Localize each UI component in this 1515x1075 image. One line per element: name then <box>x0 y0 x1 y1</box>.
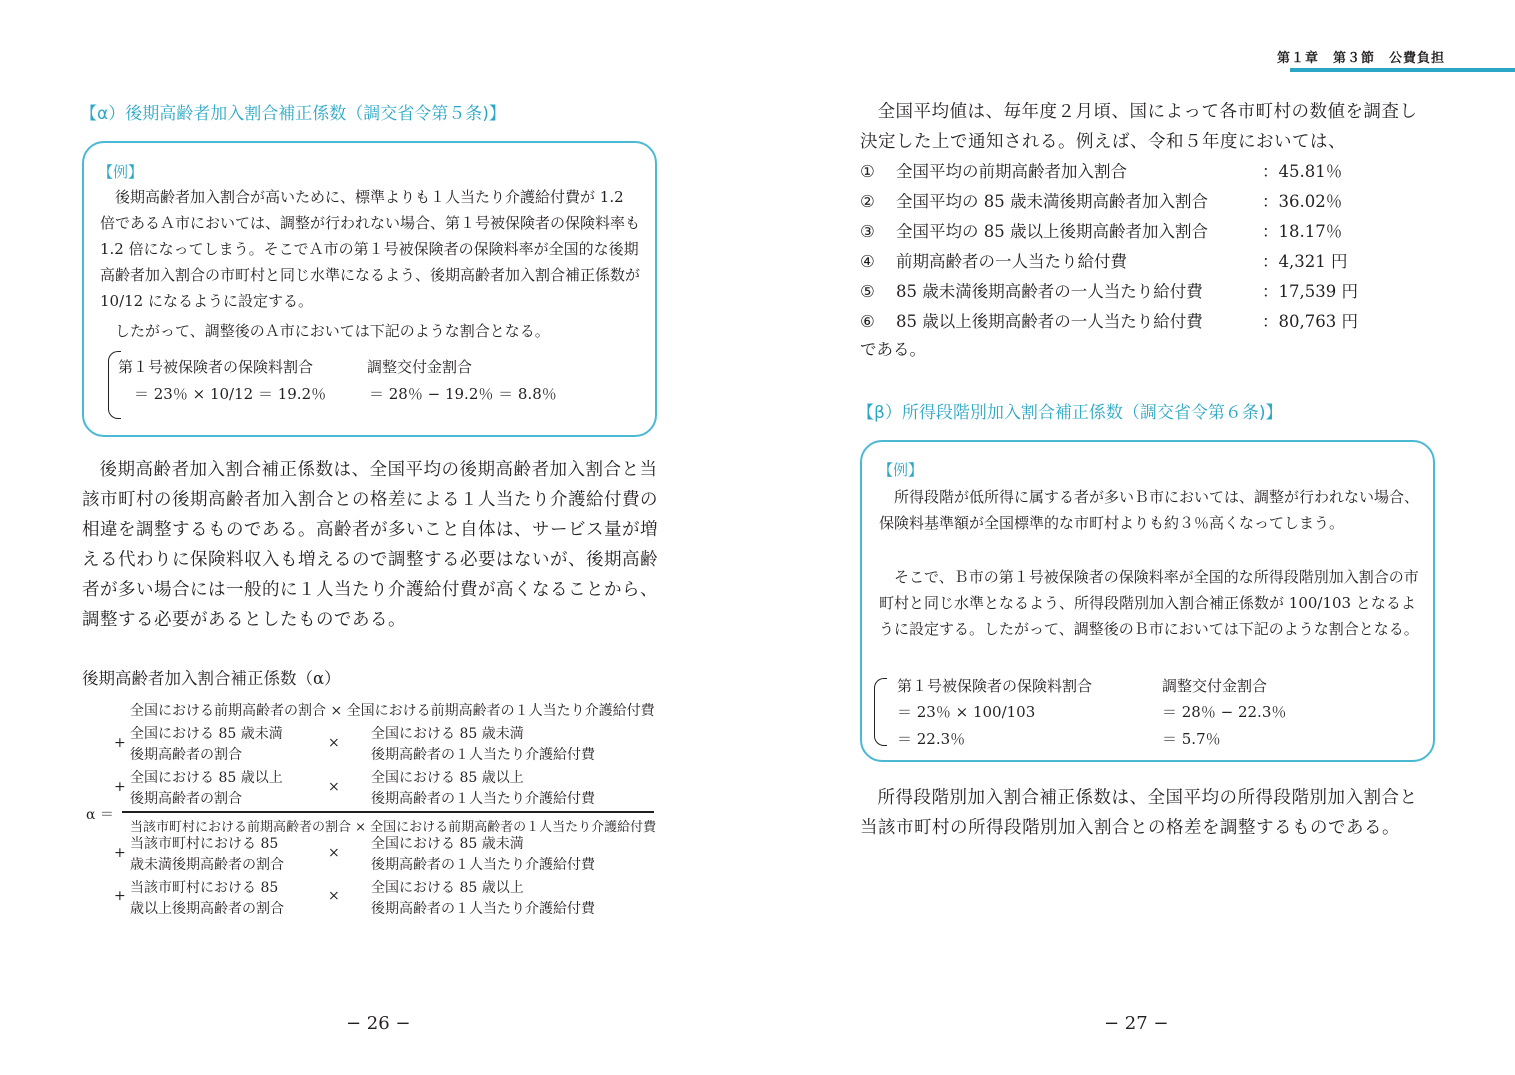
left-example-col1-label: 第１号被保険者の保険料割合 <box>118 358 314 376</box>
numerator-term3-cost-line2: 後期高齢者の１人当たり介護給付費 <box>371 791 595 807</box>
denominator-term2-ratio-line2: 歳未満後期高齢者の割合 <box>130 857 284 873</box>
list-item-num: ② <box>860 192 875 211</box>
right-example-para1: 所得段階が低所得に属する者が多いＢ市においては、調整が行われない場合、保険料基準額が全国標準的な市町村よりも約３％高くなってしまう。 <box>879 488 1420 532</box>
list-item-value: ：18.17％ <box>1262 222 1343 241</box>
list-item-label: 85 歳以上後期高齢者の一人当たり給付費 <box>896 312 1203 331</box>
denominator-term2-cost-line2: 後期高齢者の１人当たり介護給付費 <box>371 857 595 873</box>
denominator-term3-cost-line1: 全国における 85 歳以上 <box>371 880 524 896</box>
left-example-col2-value: ＝ 28％ − 19.2％ ＝ 8.8％ <box>369 385 557 403</box>
denominator-times-2: × <box>328 888 340 904</box>
denominator-plus-2: + <box>114 888 126 904</box>
list-item-value: ：36.02％ <box>1262 192 1343 211</box>
list-item-value: ：17,539 円 <box>1262 282 1358 301</box>
numerator-times-2: × <box>328 779 340 795</box>
numerator-term2-ratio-line1: 全国における 85 歳未満 <box>130 726 283 742</box>
right-example-label: 【例】 <box>878 461 924 479</box>
right-section-heading: 【β）所得段階別加入割合補正係数（調交省令第６条)】 <box>857 403 1283 423</box>
left-section-heading: 【α）後期高齢者加入割合補正係数（調交省令第５条)】 <box>80 104 506 124</box>
list-item-label: 85 歳未満後期高齢者の一人当たり給付費 <box>896 282 1203 301</box>
numerator-term3-cost-line1: 全国における 85 歳以上 <box>371 770 524 786</box>
denominator-term2-ratio-line1: 当該市町村における 85 <box>130 836 279 852</box>
list-item-num: ③ <box>860 222 875 241</box>
denominator-term2-cost-line1: 全国における 85 歳未満 <box>371 836 524 852</box>
right-example-col1-label: 第１号被保険者の保険料割合 <box>897 677 1093 695</box>
right-example-col2-value2: ＝ 5.7％ <box>1162 730 1221 748</box>
list-item-label: 全国平均の前期高齢者加入割合 <box>896 162 1127 181</box>
denominator-times-1: × <box>328 845 340 861</box>
right-body-paragraph: 所得段階別加入割合補正係数は、全国平均の所得段階別加入割合と当該市町村の所得段階別加入割合との格差を調整するものである。 <box>860 788 1418 838</box>
list-item-value: ：80,763 円 <box>1262 312 1358 331</box>
list-item-num: ⑤ <box>860 282 875 301</box>
denominator-plus-1: + <box>114 845 126 861</box>
denominator-term3-cost-line2: 後期高齢者の１人当たり介護給付費 <box>371 901 595 917</box>
numerator-plus-1: + <box>114 735 126 751</box>
list-item-num: ① <box>860 162 875 181</box>
list-item-value: ：45.81％ <box>1262 162 1343 181</box>
right-page-number: − 27 − <box>1104 1013 1169 1034</box>
right-outro: である。 <box>860 340 926 359</box>
right-intro-paragraph: 全国平均値は、毎年度２月頃、国によって各市町村の数値を調査し決定した上で通知される。例えば、令和５年度においては、 <box>860 102 1418 152</box>
fraction-line <box>122 811 654 813</box>
formula-alpha: α ＝ <box>86 807 114 823</box>
running-header: 第１章 第３節 公費負担 <box>1276 51 1445 66</box>
left-example-col1-value: ＝ 23％ × 10/12 ＝ 19.2％ <box>134 385 327 403</box>
list-item-label: 全国平均の 85 歳以上後期高齢者加入割合 <box>896 222 1208 241</box>
left-example-label: 【例】 <box>98 163 144 181</box>
right-example-box <box>860 440 1435 762</box>
right-example-col1-value1: ＝ 23％ × 100/103 <box>897 703 1036 721</box>
denominator-term3-ratio-line2: 歳以上後期高齢者の割合 <box>130 901 284 917</box>
numerator-plus-2: + <box>114 779 126 795</box>
list-item-label: 前期高齢者の一人当たり給付費 <box>896 252 1127 271</box>
right-example-brace <box>874 678 887 746</box>
numerator-term3-ratio-line2: 後期高齢者の割合 <box>130 791 242 807</box>
left-page-number: − 26 − <box>346 1013 411 1034</box>
numerator-first-term: 全国における前期高齢者の割合 × 全国における前期高齢者の１人当たり介護給付費 <box>130 703 655 719</box>
left-example-col2-label: 調整交付金割合 <box>367 358 473 376</box>
numerator-term3-ratio-line1: 全国における 85 歳以上 <box>130 770 283 786</box>
right-example-col2-value1: ＝ 28％ − 22.3％ <box>1162 703 1287 721</box>
list-item-label: 全国平均の 85 歳未満後期高齢者加入割合 <box>896 192 1208 211</box>
left-example-box <box>82 141 657 437</box>
right-example-col2-label: 調整交付金割合 <box>1162 677 1268 695</box>
formula-title: 後期高齢者加入割合補正係数（α） <box>82 669 341 688</box>
right-example-para2: そこで、Ｂ市の第１号被保険者の保険料率が全国的な所得段階別加入割合の市町村と同じ水準となるよう、所得段階別加入割合補正係数が 100/103 となるように設定する。したがって、調整後のＢ市においては下記のような割合となる。 <box>879 568 1419 638</box>
numerator-times-1: × <box>328 735 340 751</box>
list-item-num: ⑥ <box>860 312 875 331</box>
numerator-term2-ratio-line2: 後期高齢者の割合 <box>130 747 242 763</box>
left-example-para1: 後期高齢者加入割合が高いために、標準よりも１人当たり介護給付費が 1.2 倍であるＡ市においては、調整が行われない場合、第１号被保険者の保険料率も 1.2 倍になってしまう。そこでＡ市の第１号被保険者の保険料率が全国的な後期高齢者加入割合の市町村と同じ水準になるよう、後期高齢者加入割合補正係数が 10/12 になるように設定する。 <box>100 188 641 310</box>
denominator-first-term: 当該市町村における前期高齢者の割合 × 全国における前期高齢者の１人当たり介護給付費 <box>130 820 657 835</box>
list-item-value: ：4,321 円 <box>1262 252 1348 271</box>
list-item-num: ④ <box>860 252 875 271</box>
numerator-term2-cost-line1: 全国における 85 歳未満 <box>371 726 524 742</box>
right-example-col1-value2: ＝ 22.3％ <box>897 730 966 748</box>
denominator-term3-ratio-line1: 当該市町村における 85 <box>130 880 279 896</box>
running-header-bar <box>1290 68 1515 72</box>
left-body-paragraph: 後期高齢者加入割合補正係数は、全国平均の後期高齢者加入割合と当該市町村の後期高齢者加入割合との格差による１人当たり介護給付費の相違を調整するものである。高齢者が多いこと自体は、サービス量が増える代わりに保険料収入も増えるので調整する必要はないが、後期高齢者が多い場合には一般的に１人当たり介護給付費が高くなることから、調整する必要があるとしたものである。 <box>82 460 658 630</box>
numerator-term2-cost-line2: 後期高齢者の１人当たり介護給付費 <box>371 747 595 763</box>
left-example-para2: したがって、調整後のＡ市においては下記のような割合となる。 <box>115 322 550 340</box>
